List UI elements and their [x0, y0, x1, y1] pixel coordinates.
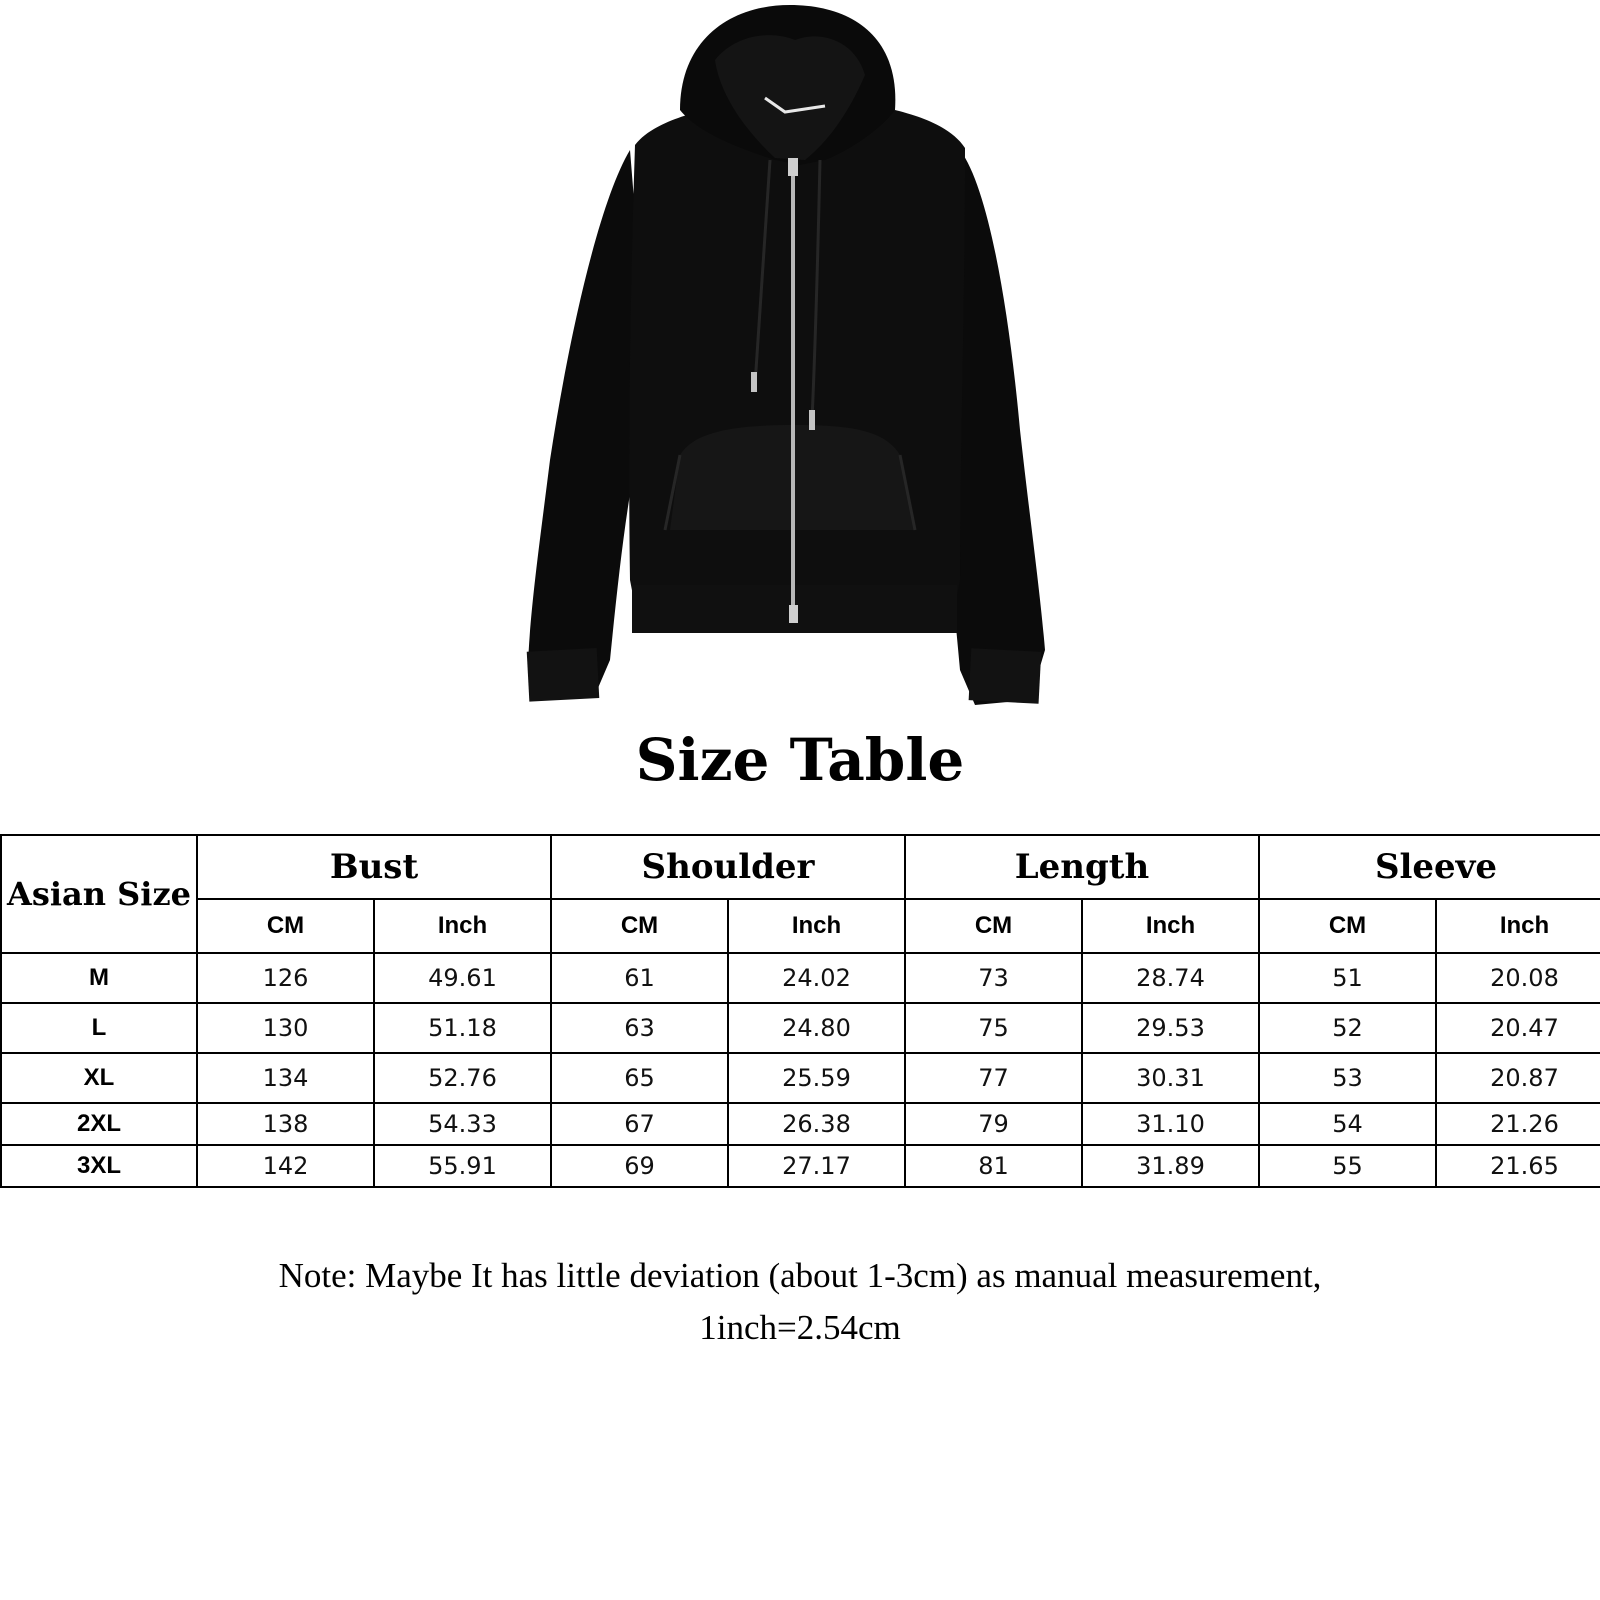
size-label: 2XL — [1, 1103, 197, 1145]
table-row — [1, 1003, 1600, 1053]
table-cell: 61 — [551, 953, 728, 1003]
size-label: M — [1, 953, 197, 1003]
table-cell: 30.31 — [1082, 1053, 1259, 1103]
table-cell: 24.80 — [728, 1003, 905, 1053]
size-label: 3XL — [1, 1145, 197, 1187]
page-title: Size Table — [635, 726, 965, 794]
table-cell: 142 — [197, 1145, 374, 1187]
table-cell: 138 — [197, 1103, 374, 1145]
unit-header-inch: Inch — [374, 899, 551, 953]
table-cell: 52.76 — [374, 1053, 551, 1103]
table-cell: 81 — [905, 1145, 1082, 1187]
table-cell: 63 — [551, 1003, 728, 1053]
table-cell: 27.17 — [728, 1145, 905, 1187]
unit-header-inch: Inch — [1436, 899, 1600, 953]
unit-header-inch: Inch — [728, 899, 905, 953]
note-line-1: Note: Maybe It has little deviation (about 1-3cm) as manual measurement, — [278, 1256, 1322, 1295]
table-cell: 49.61 — [374, 953, 551, 1003]
table-cell: 20.47 — [1436, 1003, 1600, 1053]
table-cell: 29.53 — [1082, 1003, 1259, 1053]
table-cell: 21.26 — [1436, 1103, 1600, 1145]
table-cell: 52 — [1259, 1003, 1436, 1053]
unit-header-cm: CM — [1259, 899, 1436, 953]
table-cell: 51 — [1259, 953, 1436, 1003]
table-cell: 28.74 — [1082, 953, 1259, 1003]
table-cell: 31.10 — [1082, 1103, 1259, 1145]
size-table — [0, 834, 1600, 1188]
table-cell: 25.59 — [728, 1053, 905, 1103]
table-cell: 75 — [905, 1003, 1082, 1053]
asian-size-header: Asian Size — [1, 835, 197, 953]
unit-header-cm: CM — [905, 899, 1082, 953]
table-row — [1, 1103, 1600, 1145]
table-cell: 130 — [197, 1003, 374, 1053]
table-row — [1, 1053, 1600, 1103]
bust-header: Bust — [197, 835, 551, 899]
table-cell: 79 — [905, 1103, 1082, 1145]
length-header: Length — [905, 835, 1259, 899]
unit-header-cm: CM — [551, 899, 728, 953]
note-line-2: 1inch=2.54cm — [699, 1308, 901, 1347]
table-cell: 51.18 — [374, 1003, 551, 1053]
table-cell: 20.87 — [1436, 1053, 1600, 1103]
table-cell: 69 — [551, 1145, 728, 1187]
table-row — [1, 953, 1600, 1003]
black-zip-hoodie-icon — [520, 0, 1080, 720]
table-cell: 26.38 — [728, 1103, 905, 1145]
table-cell: 126 — [197, 953, 374, 1003]
unit-header-cm: CM — [197, 899, 374, 953]
table-cell: 73 — [905, 953, 1082, 1003]
table-cell: 65 — [551, 1053, 728, 1103]
size-label: XL — [1, 1053, 197, 1103]
table-cell: 20.08 — [1436, 953, 1600, 1003]
table-cell: 54 — [1259, 1103, 1436, 1145]
size-label: L — [1, 1003, 197, 1053]
table-cell: 21.65 — [1436, 1145, 1600, 1187]
sleeve-header: Sleeve — [1259, 835, 1600, 899]
table-cell: 55.91 — [374, 1145, 551, 1187]
table-cell: 77 — [905, 1053, 1082, 1103]
table-cell: 31.89 — [1082, 1145, 1259, 1187]
table-row — [1, 1145, 1600, 1187]
table-cell: 53 — [1259, 1053, 1436, 1103]
product-image — [520, 0, 1080, 720]
table-cell: 134 — [197, 1053, 374, 1103]
unit-header-inch: Inch — [1082, 899, 1259, 953]
shoulder-header: Shoulder — [551, 835, 905, 899]
table-cell: 67 — [551, 1103, 728, 1145]
measurement-note — [0, 1250, 1600, 1354]
table-cell: 24.02 — [728, 953, 905, 1003]
table-cell: 54.33 — [374, 1103, 551, 1145]
table-cell: 55 — [1259, 1145, 1436, 1187]
